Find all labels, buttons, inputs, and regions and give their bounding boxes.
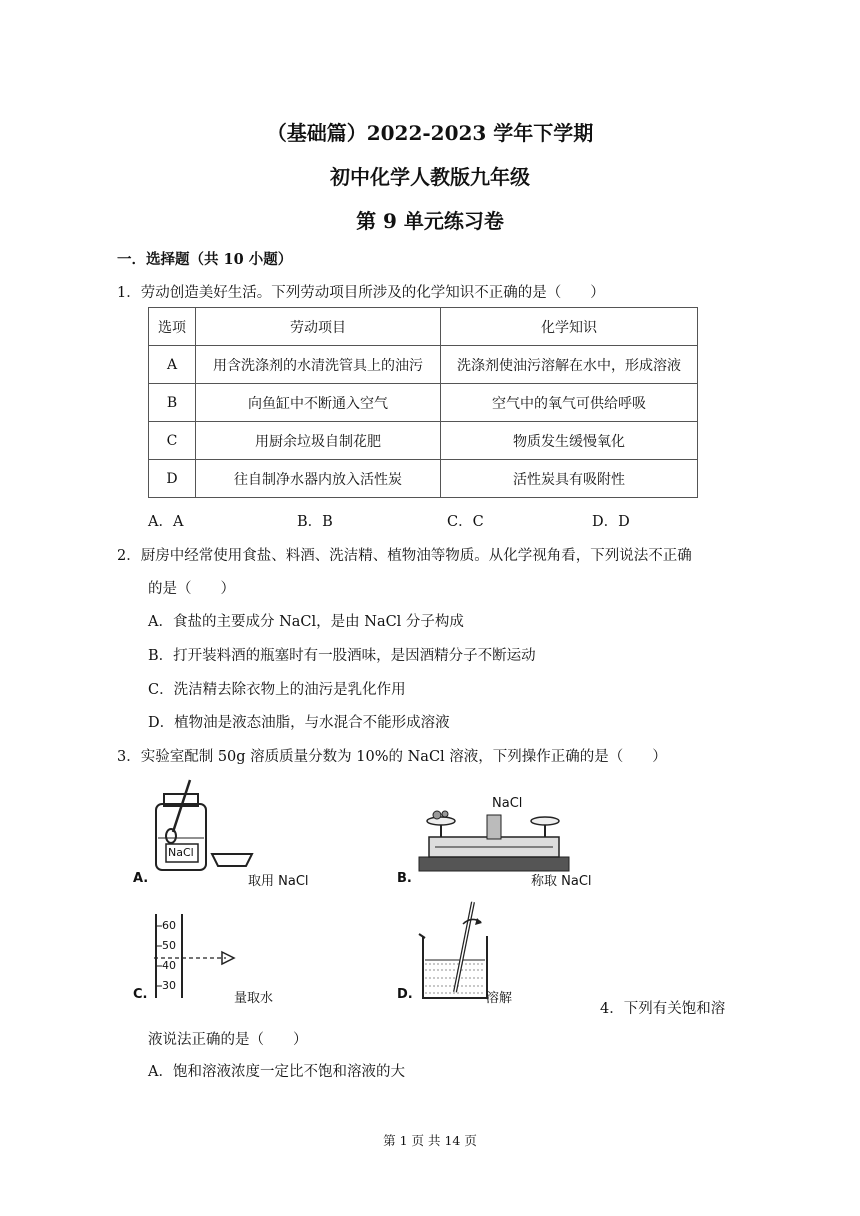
q3-figure-c-tick: 40	[162, 959, 176, 972]
q3-figure-d-letter: D.	[397, 987, 413, 1002]
table-row	[149, 422, 698, 460]
q1-option-a: A．A	[148, 514, 184, 530]
table-cell: A	[149, 346, 196, 384]
q1-option-b: B．B	[297, 514, 333, 530]
table-cell: 用含洗涤剂的水清洗管具上的油污	[196, 346, 441, 384]
table-header-cell: 选项	[149, 308, 196, 346]
table-cell: B	[149, 384, 196, 422]
table-row	[149, 384, 698, 422]
q4-stem-part1: 4．下列有关饱和溶	[600, 1001, 726, 1017]
q2-option-c: C．洗洁精去除衣物上的油污是乳化作用	[148, 682, 406, 698]
q3-figure-c-label: 量取水	[234, 991, 274, 1006]
table-header-cell: 劳动项目	[196, 308, 441, 346]
q3-figure-b-top-label: NaCl	[492, 796, 523, 811]
table-cell: 往自制净水器内放入活性炭	[196, 460, 441, 498]
q2-stem-line1: 2．厨房中经常使用食盐、料酒、洗洁精、植物油等物质。从化学视角看，下列说法不正确	[117, 548, 692, 564]
table-row	[149, 460, 698, 498]
q1-table	[148, 307, 698, 498]
q2-option-a: A．食盐的主要成分 NaCl，是由 NaCl 分子构成	[148, 614, 464, 630]
q3-figure-c-tick: 60	[162, 919, 176, 932]
q3-figure-c-letter: C.	[133, 987, 148, 1002]
q2-option-d: D．植物油是液态油脂，与水混合不能形成溶液	[148, 715, 450, 731]
page-footer: 第 1 页 共 14 页	[383, 1133, 477, 1148]
q3-figure-a-label: 取用 NaCl	[248, 874, 309, 889]
q4-option-a: A．饱和溶液浓度一定比不饱和溶液的大	[148, 1064, 405, 1080]
table-cell: D	[149, 460, 196, 498]
q2-stem-line2: 的是（ ）	[148, 581, 235, 597]
table-cell: 物质发生缓慢氧化	[441, 422, 698, 460]
table-cell: C	[149, 422, 196, 460]
q3-figure-b-letter: B.	[397, 871, 412, 886]
q3-figure-a-bottle-label: NaCl	[168, 846, 194, 859]
section-heading: 一．选择题（共 10 小题）	[117, 251, 293, 268]
q1-option-d: D．D	[592, 514, 630, 530]
q1-option-c: C．C	[447, 514, 484, 530]
page-title-line1: （基础篇）2022-2023 学年下学期	[266, 121, 594, 145]
q3-figure-c-tick: 50	[162, 939, 176, 952]
table-cell: 活性炭具有吸附性	[441, 460, 698, 498]
q1-stem: 1．劳动创造美好生活。下列劳动项目所涉及的化学知识不正确的是（ ）	[117, 285, 605, 301]
table-cell: 洗涤剂使油污溶解在水中，形成溶液	[441, 346, 698, 384]
q2-option-b: B．打开装料酒的瓶塞时有一股酒味，是因酒精分子不断运动	[148, 648, 536, 664]
q4-stem-part2: 液说法正确的是（ ）	[148, 1032, 308, 1048]
q3-stem: 3．实验室配制 50g 溶质质量分数为 10%的 NaCl 溶液，下列操作正确的是（ ）	[117, 749, 667, 765]
table-cell: 空气中的氧气可供给呼吸	[441, 384, 698, 422]
table-cell: 向鱼缸中不断通入空气	[196, 384, 441, 422]
q3-figure-c-tick: 30	[162, 979, 176, 992]
table-cell: 用厨余垃圾自制花肥	[196, 422, 441, 460]
q3-figure-b-label: 称取 NaCl	[531, 874, 592, 889]
table-row	[149, 346, 698, 384]
page-title-line3: 第 9 单元练习卷	[356, 209, 504, 233]
q3-figure-a-letter: A.	[133, 871, 149, 886]
page-title-line2: 初中化学人教版九年级	[330, 165, 530, 189]
table-header-cell: 化学知识	[441, 308, 698, 346]
table-header-row	[149, 308, 698, 346]
q3-figure-d-label: 溶解	[486, 991, 513, 1006]
